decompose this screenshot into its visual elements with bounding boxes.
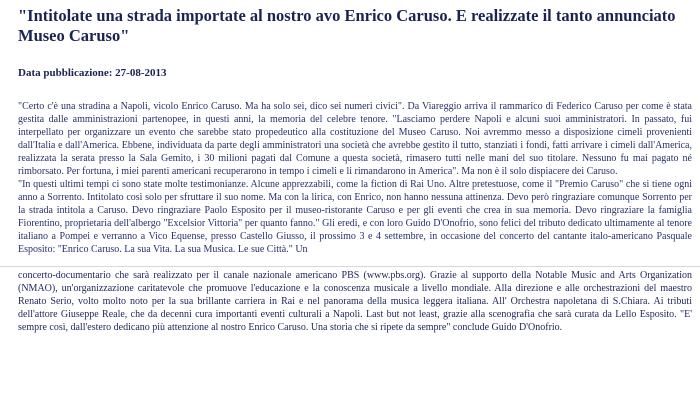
article-title: "Intitolate una strada importate al nostro avo Enrico Caruso. E realizzate il tanto annunciato Museo Caruso" — [18, 6, 676, 45]
article-paragraph-3: concerto-documentario che sarà realizzato per il canale nazionale americano PBS (www.pbs.org). Grazie al supporto della Notable Music and Arts Organization (NMAO), un'organizzazione caritatevole che promuove l'educazione e la conoscenza musicale a livello mondiale. Alla direzione e alle orchestrazioni del maestro Renato Serio, volto molto noto per la sua brillante carriera in Rai e nel panorama della musica leggera italiana. All' Orchestra napoletana di S.Chiara. Ai tributi dell'attore Giuseppe Reale, che da decenni cura importanti eventi culturali a Napoli. Last but not least, grazie alla scenografia che sarà curata da Lello Esposito. "E' sempre così, dall'estero dedicano più attenzione al nostro Enrico Caruso. Una storia che si ripete da sempre" conclude Guido D'Onofrio. — [18, 270, 692, 333]
article-paragraph-2: "In questi ultimi tempi ci sono state molte testimonianze. Alcune apprezzabili, come la fiction di Rai Uno. Altre pretestuose, come il "Premio Caruso" che si tiene ogni anno a Sorrento. Intitolato così solo per sfruttare il suo nome. Ma con la lirica, con Enrico, non hanno nessuna attinenza. Devo però ringraziare comunque Sorrento per la strada intitola a Caruso. Devo ringraziare Paolo Esposito per il museo-ristorante Caruso e per gli eventi che crea in sua memoria. Devo ringraziare la famiglia Fiorentino, proprietaria dell'albergo "Excelsior Vittoria" per quanto fanno." Gli eredi, e con loro Guido D'Onofrio, sono felici del tributo dedicato ultimamente al tenore italiano a Pompei e verranno a Vico Equense, presso Castello Giusso, il prossimo 3 e 4 settembre, in occasione del concerto del cantante italo-americano Pasquale Esposito: "Enrico Caruso. La sua Vita. La sua Musica. Le sue Città." Un — [18, 179, 692, 255]
publication-date: Data pubblicazione: 27-08-2013 — [18, 67, 167, 79]
article-body-top — [18, 100, 692, 256]
clipping-separator — [0, 266, 700, 267]
article-paragraph-1: "Certo c'è una stradina a Napoli, vicolo Enrico Caruso. Ma ha solo sei, dico sei numeri civici". Da Viareggio arriva il rammarico di Federico Caruso per come è stata gestita dalle amministrazioni partenopee, in questi anni, la memoria del celebre tenore. "Lasciamo perdere Napoli e alcuni suoi amministratori. In passato, fui interpellato per organizzare un evento che sarebbe stato propedeutico alla costituzione del Museo Caruso. Noi avremmo messo a disposizione cimeli provenienti dall'Italia e dall'America. Ebbene, individuata da parte degli amministratori una società che avrebbe gestito il tutto, stanziati i fondi, fatti arrivare i cimeli dall'America, realizzata la serata presso la Sala Gemito, i 30 milioni pagati dal Comune a questa società, rimasero tutti nelle mani del suo titolare. Nessuno fu mai pagato né rimborsato. Per fortuna, i miei parenti americani recuperarono in tempo i cimeli e li rimandarono in America". Ma non è il solo dispiacere dei Caruso. — [18, 101, 692, 177]
